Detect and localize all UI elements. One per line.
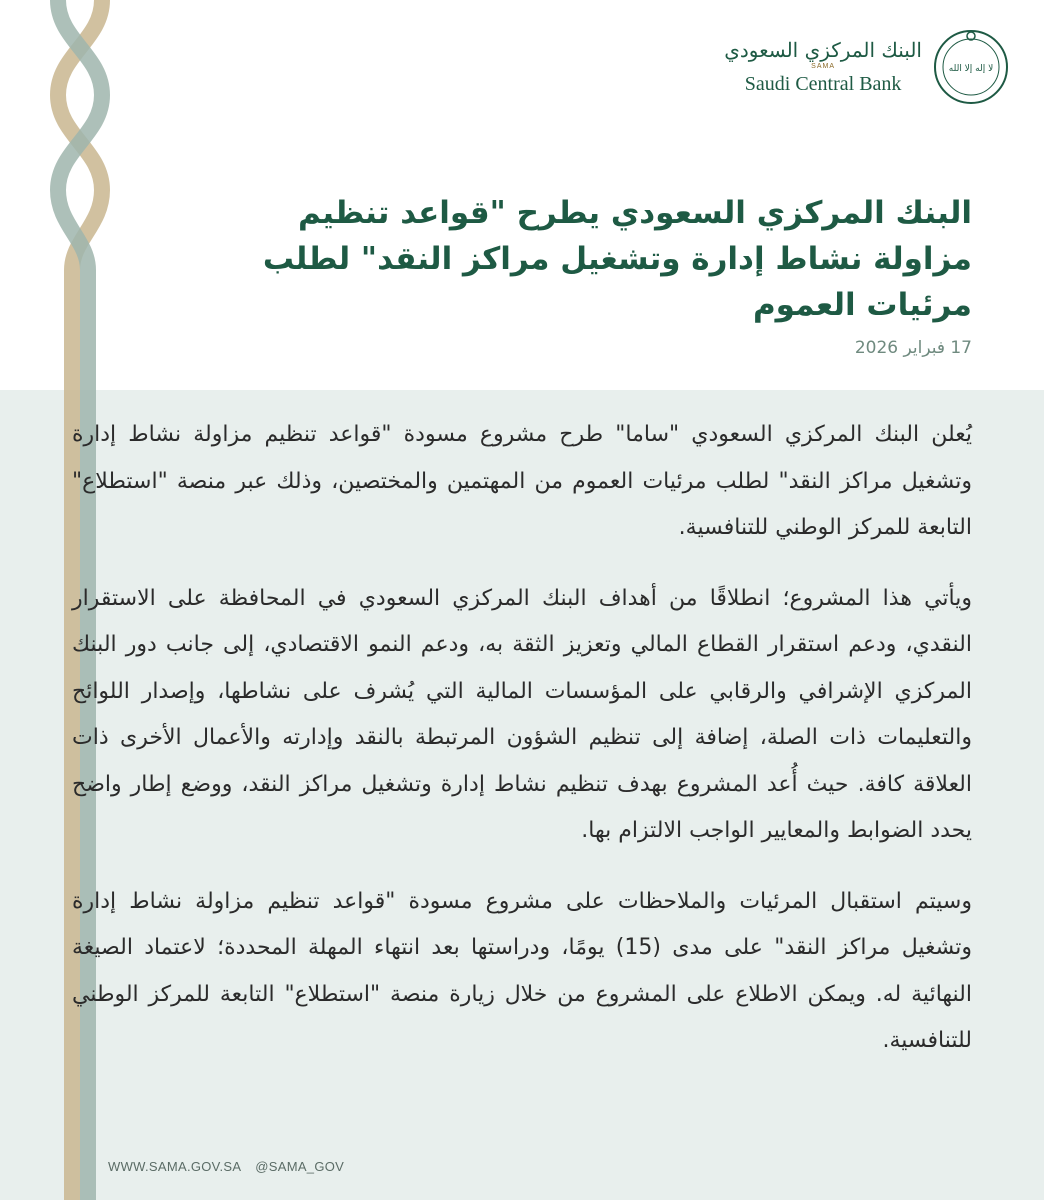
- logo-arabic-name: البنك المركزي السعودي: [724, 38, 922, 62]
- logo-wordmark: [724, 38, 922, 96]
- footer-website-link[interactable]: WWW.SAMA.GOV.SA: [108, 1159, 242, 1174]
- footer: [108, 1159, 354, 1174]
- article-paragraph: يُعلن البنك المركزي السعودي "ساما" طرح مشروع مسودة "قواعد تنظيم مزاولة نشاط إدارة وتشغيل مراكز النقد" لطلب مرئيات العموم من المهتمين والمختصين، وذلك عبر منصة "استطلاع" التابعة للمركز الوطني للتنافسية.: [72, 422, 972, 540]
- article-paragraph: ويأتي هذا المشروع؛ انطلاقًا من أهداف البنك المركزي السعودي في المحافظة على الاستقرار النقدي، ودعم استقرار القطاع المالي وتعزيز الثقة به، ودعم النمو الاقتصادي، إلى جانب دور البنك المركزي الإشرافي والرقابي على المؤسسات المالية التي يُشرف على نشاطها، وإصدار اللوائح والتعليمات ذات الصلة، إضافة إلى تنظيم الشؤون المرتبطة بالنقد وإدارته والأعمال الأخرى ذات العلاقة كافة. حيث أُعد المشروع بهدف تنظيم نشاط إدارة وتشغيل مراكز النقد، ووضع إطار واضح يحدد الضوابط والمعايير الواجب الالتزام بها.: [72, 585, 972, 843]
- footer-social-handle[interactable]: @SAMA_GOV: [255, 1159, 345, 1174]
- article-body: [72, 412, 972, 1089]
- article-paragraph: وسيتم استقبال المرئيات والملاحظات على مشروع مسودة "قواعد تنظيم مزاولة نشاط إدارة وتشغيل مراكز النقد" على مدى (15) يومًا، ودراستها بعد انتهاء المهلة المحددة؛ لاعتماد الصيغة النهائية له. ويمكن الاطلاع على المشروع من خلال زيارة منصة "استطلاع" التابعة للمركز الوطني للتنافسية.: [72, 888, 973, 1053]
- logo-abbreviation: SAMA: [811, 63, 836, 70]
- bank-emblem-icon: [932, 28, 1010, 106]
- emblem-inscription: لا إله إلا الله: [948, 64, 994, 74]
- logo-english-name: Saudi Central Bank: [744, 73, 902, 95]
- sama-logo: [724, 28, 1010, 106]
- publish-date: 17 فبراير 2026: [854, 338, 972, 358]
- page-title: البنك المركزي السعودي يطرح "قواعد تنظيم مزاولة نشاط إدارة وتشغيل مراكز النقد" لطلب مرئيات العموم: [262, 195, 972, 323]
